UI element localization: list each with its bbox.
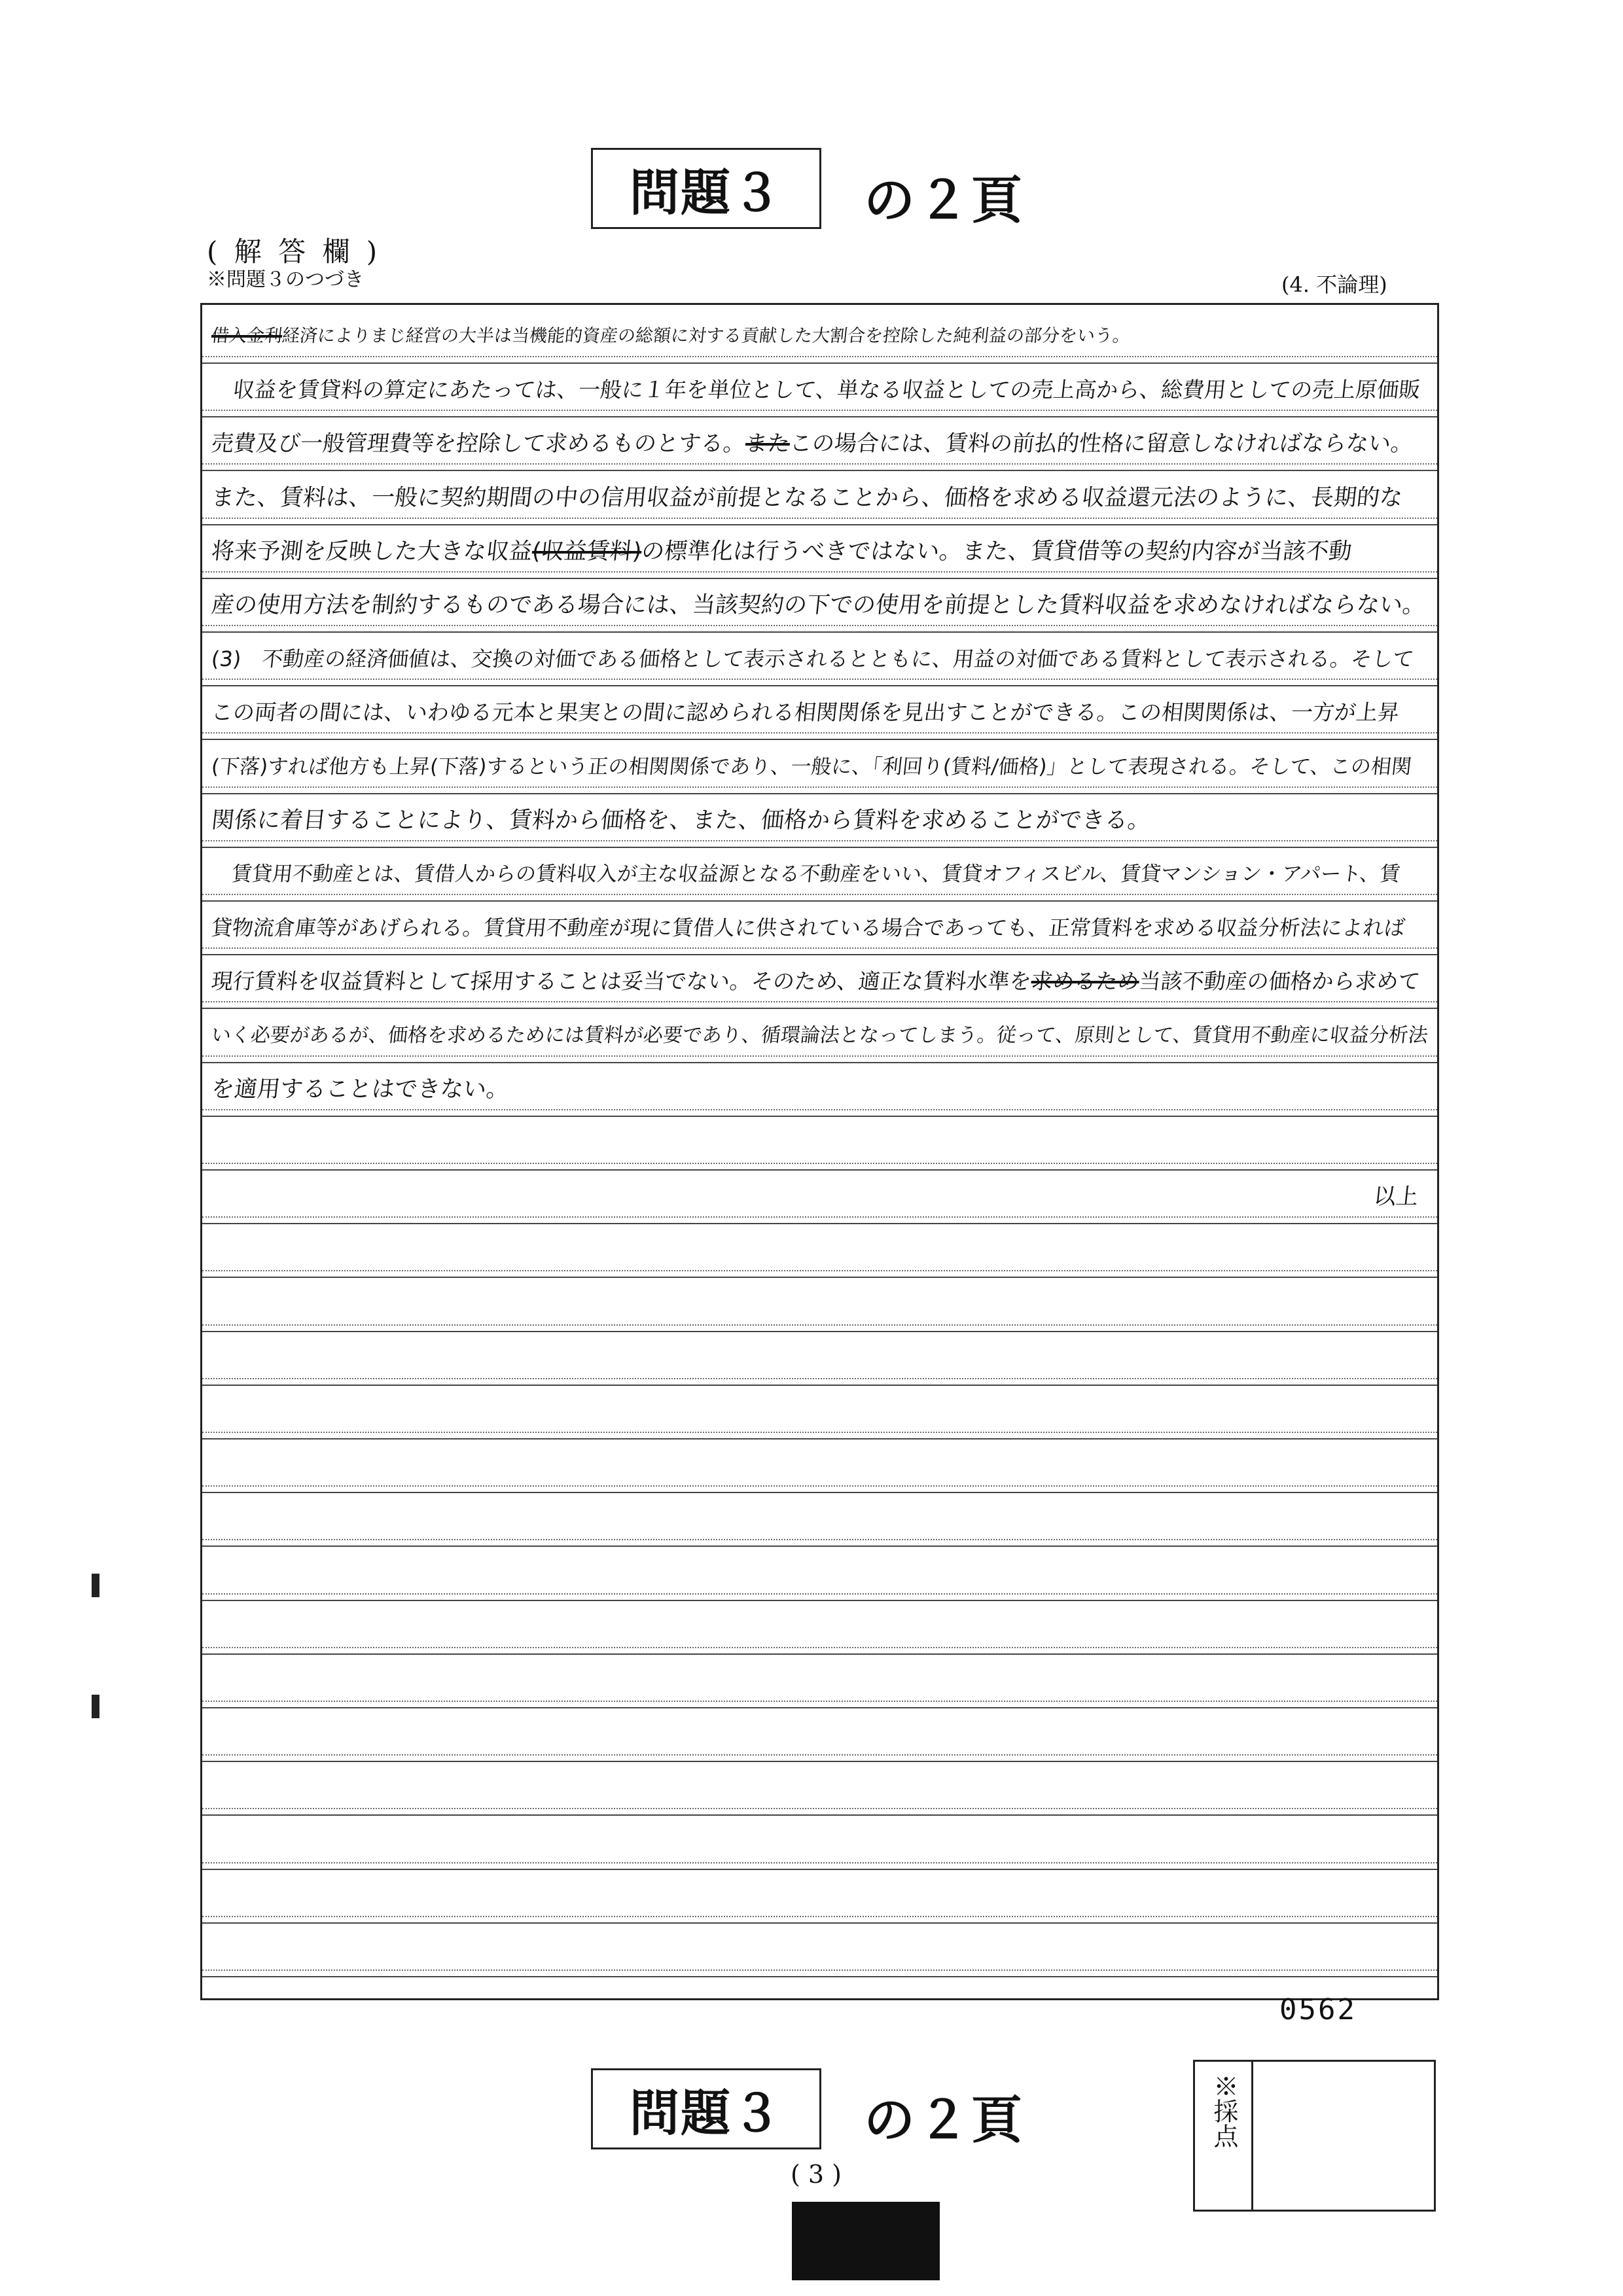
ruled-line — [202, 1492, 1437, 1493]
answer-line — [209, 531, 1431, 573]
ruled-line — [202, 578, 1437, 579]
ruled-line — [202, 1116, 1437, 1117]
answer-line — [209, 800, 1431, 841]
ruled-line — [202, 524, 1437, 525]
score-box — [1193, 2060, 1436, 2212]
ruled-line — [202, 1331, 1437, 1332]
question-title: 問題３ — [630, 163, 783, 222]
struck-text: 借入金利 — [210, 326, 283, 346]
ruled-line — [202, 1869, 1437, 1870]
ruled-line — [202, 1647, 1437, 1648]
answer-line — [209, 369, 1431, 411]
scan-registration-mark — [792, 2202, 940, 2280]
page-indicator: の２頁 — [864, 171, 1026, 230]
ruled-line — [202, 1008, 1437, 1009]
answer-text: この場合には、賃料の前払的性格に留意しなければならない。 — [788, 431, 1415, 457]
ruled-line — [202, 793, 1437, 794]
answer-text: の標準化は行うべきではない。また、賃貸借等の契約内容が当該不動 — [640, 538, 1353, 565]
ruled-line — [202, 1385, 1437, 1386]
answer-line — [209, 961, 1431, 1002]
answer-line — [209, 584, 1431, 626]
answer-line — [209, 1069, 1431, 1110]
question-title-bottom: 問題３ — [630, 2083, 783, 2142]
ruled-line — [202, 1223, 1437, 1224]
answer-line — [209, 907, 1431, 949]
ruled-line — [202, 631, 1437, 633]
answer-text: 将来予測を反映した大きな収益 — [209, 538, 534, 565]
ruled-line — [202, 739, 1437, 740]
ruled-line — [202, 1754, 1437, 1756]
answer-text: 関係に着目することにより、賃料から価格を、また、価格から賃料を求めることができる。 — [209, 807, 1152, 834]
answer-line — [209, 853, 1431, 895]
ruled-line — [202, 1976, 1437, 1977]
answer-text: 当該不動産の価格から求めて — [1137, 968, 1421, 995]
ruled-line — [202, 1969, 1437, 1971]
ruled-line — [202, 1270, 1437, 1271]
ruled-line — [202, 1432, 1437, 1433]
ruled-line — [202, 1324, 1437, 1326]
ruled-line — [202, 1216, 1437, 1218]
answer-text: 収益を賃貸料の算定にあたっては、一般に１年を単位として、単なる収益としての売上高から、総費用としての売上原価販 — [210, 377, 1422, 403]
ruled-line — [202, 1707, 1437, 1708]
question-title-box-bottom — [591, 2068, 821, 2149]
score-label: ※採点 — [1209, 2074, 1238, 2148]
ruled-line — [202, 1062, 1437, 1063]
ruled-line — [202, 1438, 1437, 1439]
ruled-line — [202, 362, 1437, 364]
ruled-line — [202, 1653, 1437, 1655]
question-title-box — [591, 148, 821, 229]
ruled-line — [202, 1916, 1437, 1917]
answer-line — [209, 746, 1431, 788]
ruled-line — [202, 1814, 1437, 1816]
struck-text: (収益賃料) — [530, 538, 643, 565]
ruled-line — [202, 847, 1437, 848]
score-box-divider — [1251, 2062, 1253, 2210]
answer-text: また、賃料は、一般に契約期間の中の信用収益が前提となることから、価格を求める収益還元法のように、長期的な — [209, 484, 1404, 511]
answer-text: 賃貸用不動産とは、賃借人からの賃料収入が主な収益源となる不動産をいい、賃貸オフィスビル、賃貸マンション・アパート、賃 — [210, 862, 1402, 886]
answer-text: を適用することはできない。 — [209, 1076, 511, 1103]
answer-text: この両者の間には、いわゆる元本と果実との間に認められる相関関係を見出すことができる。この相関関係は、一方が上昇 — [210, 699, 1401, 726]
binding-mark-bottom — [92, 1695, 99, 1718]
answer-line — [209, 692, 1431, 733]
ruled-line — [202, 416, 1437, 417]
ruled-line — [202, 900, 1437, 902]
answer-line — [209, 315, 1431, 357]
category-label: (4. 不論理) — [1281, 272, 1387, 297]
answer-line — [209, 423, 1431, 465]
sheet-id: 0562 — [1279, 1993, 1357, 2026]
ruled-line — [202, 1862, 1437, 1863]
ruled-line — [202, 1169, 1437, 1171]
answer-text: 経済によりまじ経営の大半は当機能的資産の総額に対する貢献した大割合を控除した純利益の部分をいう。 — [281, 326, 1132, 346]
answer-text: 現行賃料を収益賃料として採用することは妥当でない。そのため、適正な賃料水準を — [210, 968, 1033, 995]
answer-line — [209, 1015, 1431, 1057]
ruled-line — [202, 1545, 1437, 1547]
answer-column-label: ( 解 答 欄 ) — [207, 236, 382, 268]
struck-text: また — [743, 431, 792, 457]
ruled-line — [202, 1539, 1437, 1540]
ruled-line — [202, 1761, 1437, 1762]
binding-mark-top — [92, 1574, 99, 1597]
struck-text: 求めるため — [1029, 968, 1141, 995]
answer-text: 産の使用方法を制約するものである場合には、当該契約の下での使用を前提とした賃料収益を求めなければならない。 — [209, 592, 1427, 618]
ruled-line — [202, 1808, 1437, 1809]
answer-line — [209, 477, 1431, 519]
ruled-line — [202, 1485, 1437, 1487]
page-number: ( 3 ) — [791, 2160, 842, 2189]
ruled-line — [202, 1600, 1437, 1601]
answer-text: 貸物流倉庫等があげられる。賃貸用不動産が現に賃借人に供されている場合であっても、正常賃料を求める収益分析法によれば — [210, 915, 1406, 941]
answer-text: (3) 不動産の経済価値は、交換の対価である価格として表示されるとともに、用益の対価である賃料として表示される。そして — [210, 646, 1416, 672]
ruled-line — [202, 1922, 1437, 1924]
ruled-line — [202, 685, 1437, 686]
ruled-line — [202, 954, 1437, 955]
answer-sheet — [200, 303, 1439, 2000]
ruled-line — [202, 1277, 1437, 1278]
answer-text: いく必要があるが、価格を求めるためには賃料が必要であり、循環論法となってしまう。従って、原則として、賃貸用不動産に収益分析法 — [210, 1023, 1429, 1047]
ruled-line — [202, 1163, 1437, 1164]
page-indicator-bottom: の２頁 — [864, 2091, 1026, 2150]
answer-text: (下落)すれば他方も上昇(下落)するという正の相関関係であり、一般に、「利回り(賃料/価格)」として表現される。そして、この相関 — [210, 754, 1413, 779]
ruled-line — [202, 470, 1437, 471]
ruled-line — [202, 1378, 1437, 1379]
ruled-line — [202, 1593, 1437, 1595]
closing-mark: 以上 — [1372, 1184, 1420, 1210]
continuation-note: ※問題３のつづき — [207, 268, 364, 291]
answer-line — [209, 638, 1431, 680]
answer-text: 売費及び一般管理費等を控除して求めるものとする。 — [209, 431, 747, 457]
ruled-line — [202, 1701, 1437, 1702]
